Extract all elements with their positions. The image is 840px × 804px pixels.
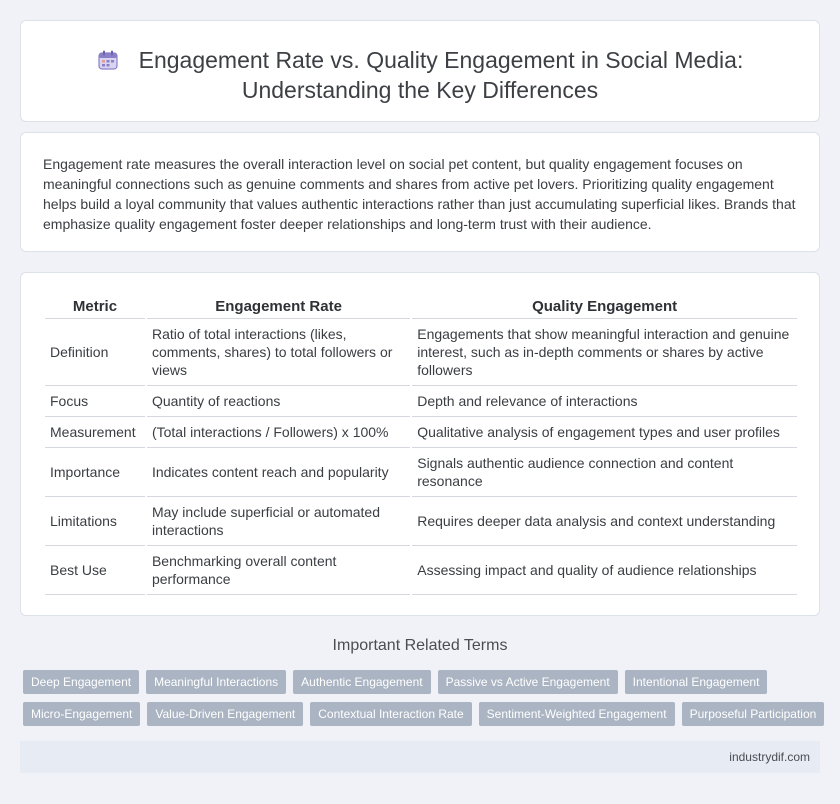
tag-meaningful-interactions[interactable]: Meaningful Interactions [146,670,286,694]
quality-engagement-cell: Qualitative analysis of engagement types and user profiles [412,417,797,448]
page-title [21,45,819,105]
comparison-table [43,295,799,595]
engagement-rate-cell: Ratio of total interactions (likes, comments, shares) to total followers or views [147,319,410,386]
related-terms-row-1 [23,670,840,694]
engagement-rate-cell: Quantity of reactions [147,386,410,417]
quality-engagement-cell: Depth and relevance of interactions [412,386,797,417]
metric-cell: Best Use [45,546,145,595]
engagement-rate-cell: Benchmarking overall content performance [147,546,410,595]
tag-deep-engagement[interactable]: Deep Engagement [23,670,139,694]
table-row [45,448,797,497]
engagement-rate-cell: May include superficial or automated interactions [147,497,410,546]
quality-engagement-cell: Requires deeper data analysis and context understanding [412,497,797,546]
footer-site-link[interactable]: industrydif.com [729,750,810,764]
comparison-table-card [20,272,820,616]
table-row [45,386,797,417]
header-metric: Metric [45,295,145,319]
table-header-row [45,295,797,319]
quality-engagement-cell: Signals authentic audience connection and content resonance [412,448,797,497]
metric-cell: Importance [45,448,145,497]
tag-micro-engagement[interactable]: Micro-Engagement [23,702,140,726]
header-quality-engagement: Quality Engagement [412,295,797,319]
table-row [45,546,797,595]
quality-engagement-cell: Assessing impact and quality of audience relationships [412,546,797,595]
tag-authentic-engagement[interactable]: Authentic Engagement [293,670,430,694]
quality-engagement-cell: Engagements that show meaningful interaction and genuine interest, such as in-depth comments or shares by active followers [412,319,797,386]
intro-card [20,132,820,252]
header-engagement-rate: Engagement Rate [147,295,410,319]
tag-intentional-engagement[interactable]: Intentional Engagement [625,670,768,694]
engagement-rate-cell: (Total interactions / Followers) x 100% [147,417,410,448]
related-terms-heading: Important Related Terms [332,637,508,654]
title-card [20,20,820,122]
table-row [45,319,797,386]
engagement-rate-cell: Indicates content reach and popularity [147,448,410,497]
metric-cell: Focus [45,386,145,417]
tag-contextual-interaction-rate[interactable]: Contextual Interaction Rate [310,702,471,726]
metric-cell: Limitations [45,497,145,546]
table-row [45,497,797,546]
table-row [45,417,797,448]
title-line-1: Engagement Rate vs. Quality Engagement in Social Media: [138,47,744,73]
tag-passive-vs-active-engagement[interactable]: Passive vs Active Engagement [438,670,618,694]
tag-sentiment-weighted-engagement[interactable]: Sentiment-Weighted Engagement [479,702,675,726]
tag-value-driven-engagement[interactable]: Value-Driven Engagement [147,702,303,726]
related-terms-row-2 [23,702,840,726]
footer [20,741,820,773]
metric-cell: Measurement [45,417,145,448]
title-line-2: Understanding the Key Differences [241,77,599,103]
tag-purposeful-participation[interactable]: Purposeful Participation [682,702,825,726]
metric-cell: Definition [45,319,145,386]
intro-paragraph: Engagement rate measures the overall interaction level on social pet content, but quality engagement focuses on meaningful connections such as genuine comments and shares from active pet lovers. Prioritizing quality engagement helps build a loyal community that values authentic interactions rather than just accumulating superficial likes. Brands that emphasize quality engagement foster deeper relationships and long-term trust with their audience. [43,156,796,232]
calendar-icon [97,49,119,71]
